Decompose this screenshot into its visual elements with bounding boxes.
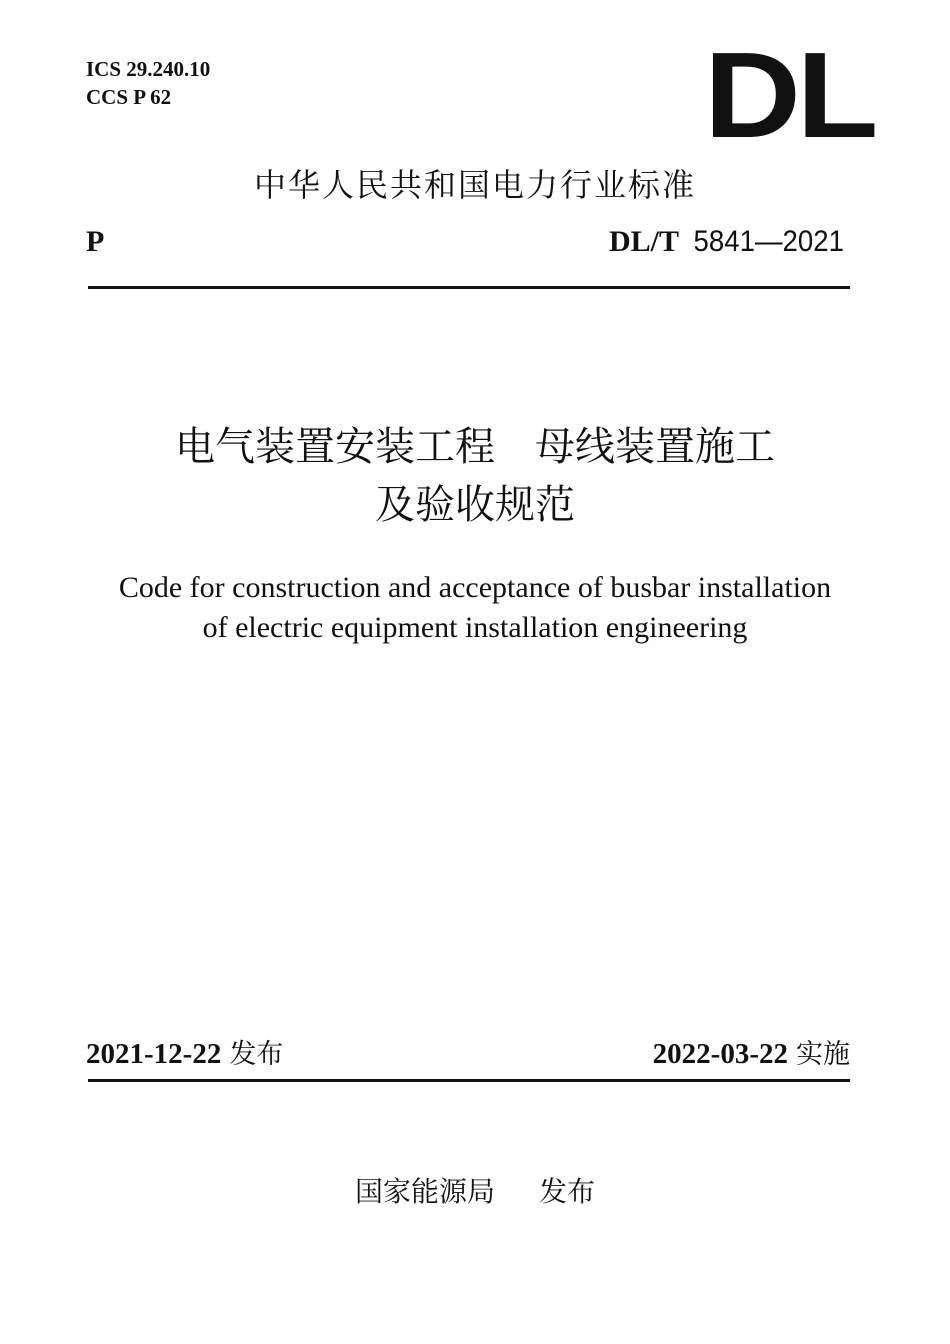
title-english bbox=[0, 568, 950, 648]
category-code: P bbox=[86, 225, 105, 258]
standard-type: 中华人民共和国电力行业标准 bbox=[253, 166, 696, 204]
title-en-line1: Code for construction and acceptance of busbar installation bbox=[118, 571, 832, 604]
effective-date bbox=[653, 1032, 850, 1071]
effective-date-value: 2022-03-22 bbox=[652, 1038, 788, 1070]
issue-label: 发布 bbox=[229, 1039, 284, 1070]
standard-prefix: DL/T bbox=[608, 225, 680, 258]
issuer-name: 国家能源局 bbox=[354, 1175, 495, 1208]
issue-date bbox=[86, 1032, 283, 1071]
footer-divider bbox=[88, 1079, 850, 1082]
effective-label: 实施 bbox=[796, 1039, 850, 1070]
classification-codes bbox=[86, 55, 210, 111]
ccs-code: CCS P 62 bbox=[86, 85, 172, 109]
title-chinese bbox=[0, 418, 950, 534]
dl-logo: DL bbox=[704, 27, 875, 163]
title-cn-line2: 及验收规范 bbox=[375, 482, 575, 528]
issue-date-value: 2021-12-22 bbox=[86, 1038, 222, 1070]
title-en-line2: of electric equipment installation engineering bbox=[202, 611, 748, 644]
issuer bbox=[0, 1170, 950, 1210]
title-cn-line1: 电气装置安装工程 母线装置施工 bbox=[175, 424, 775, 470]
standard-number-value: 5841—2021 bbox=[693, 225, 844, 258]
ics-code: ICS 29.240.10 bbox=[86, 57, 211, 81]
header-divider bbox=[88, 286, 850, 289]
standard-number bbox=[609, 225, 850, 259]
issuer-action: 发布 bbox=[539, 1175, 596, 1208]
